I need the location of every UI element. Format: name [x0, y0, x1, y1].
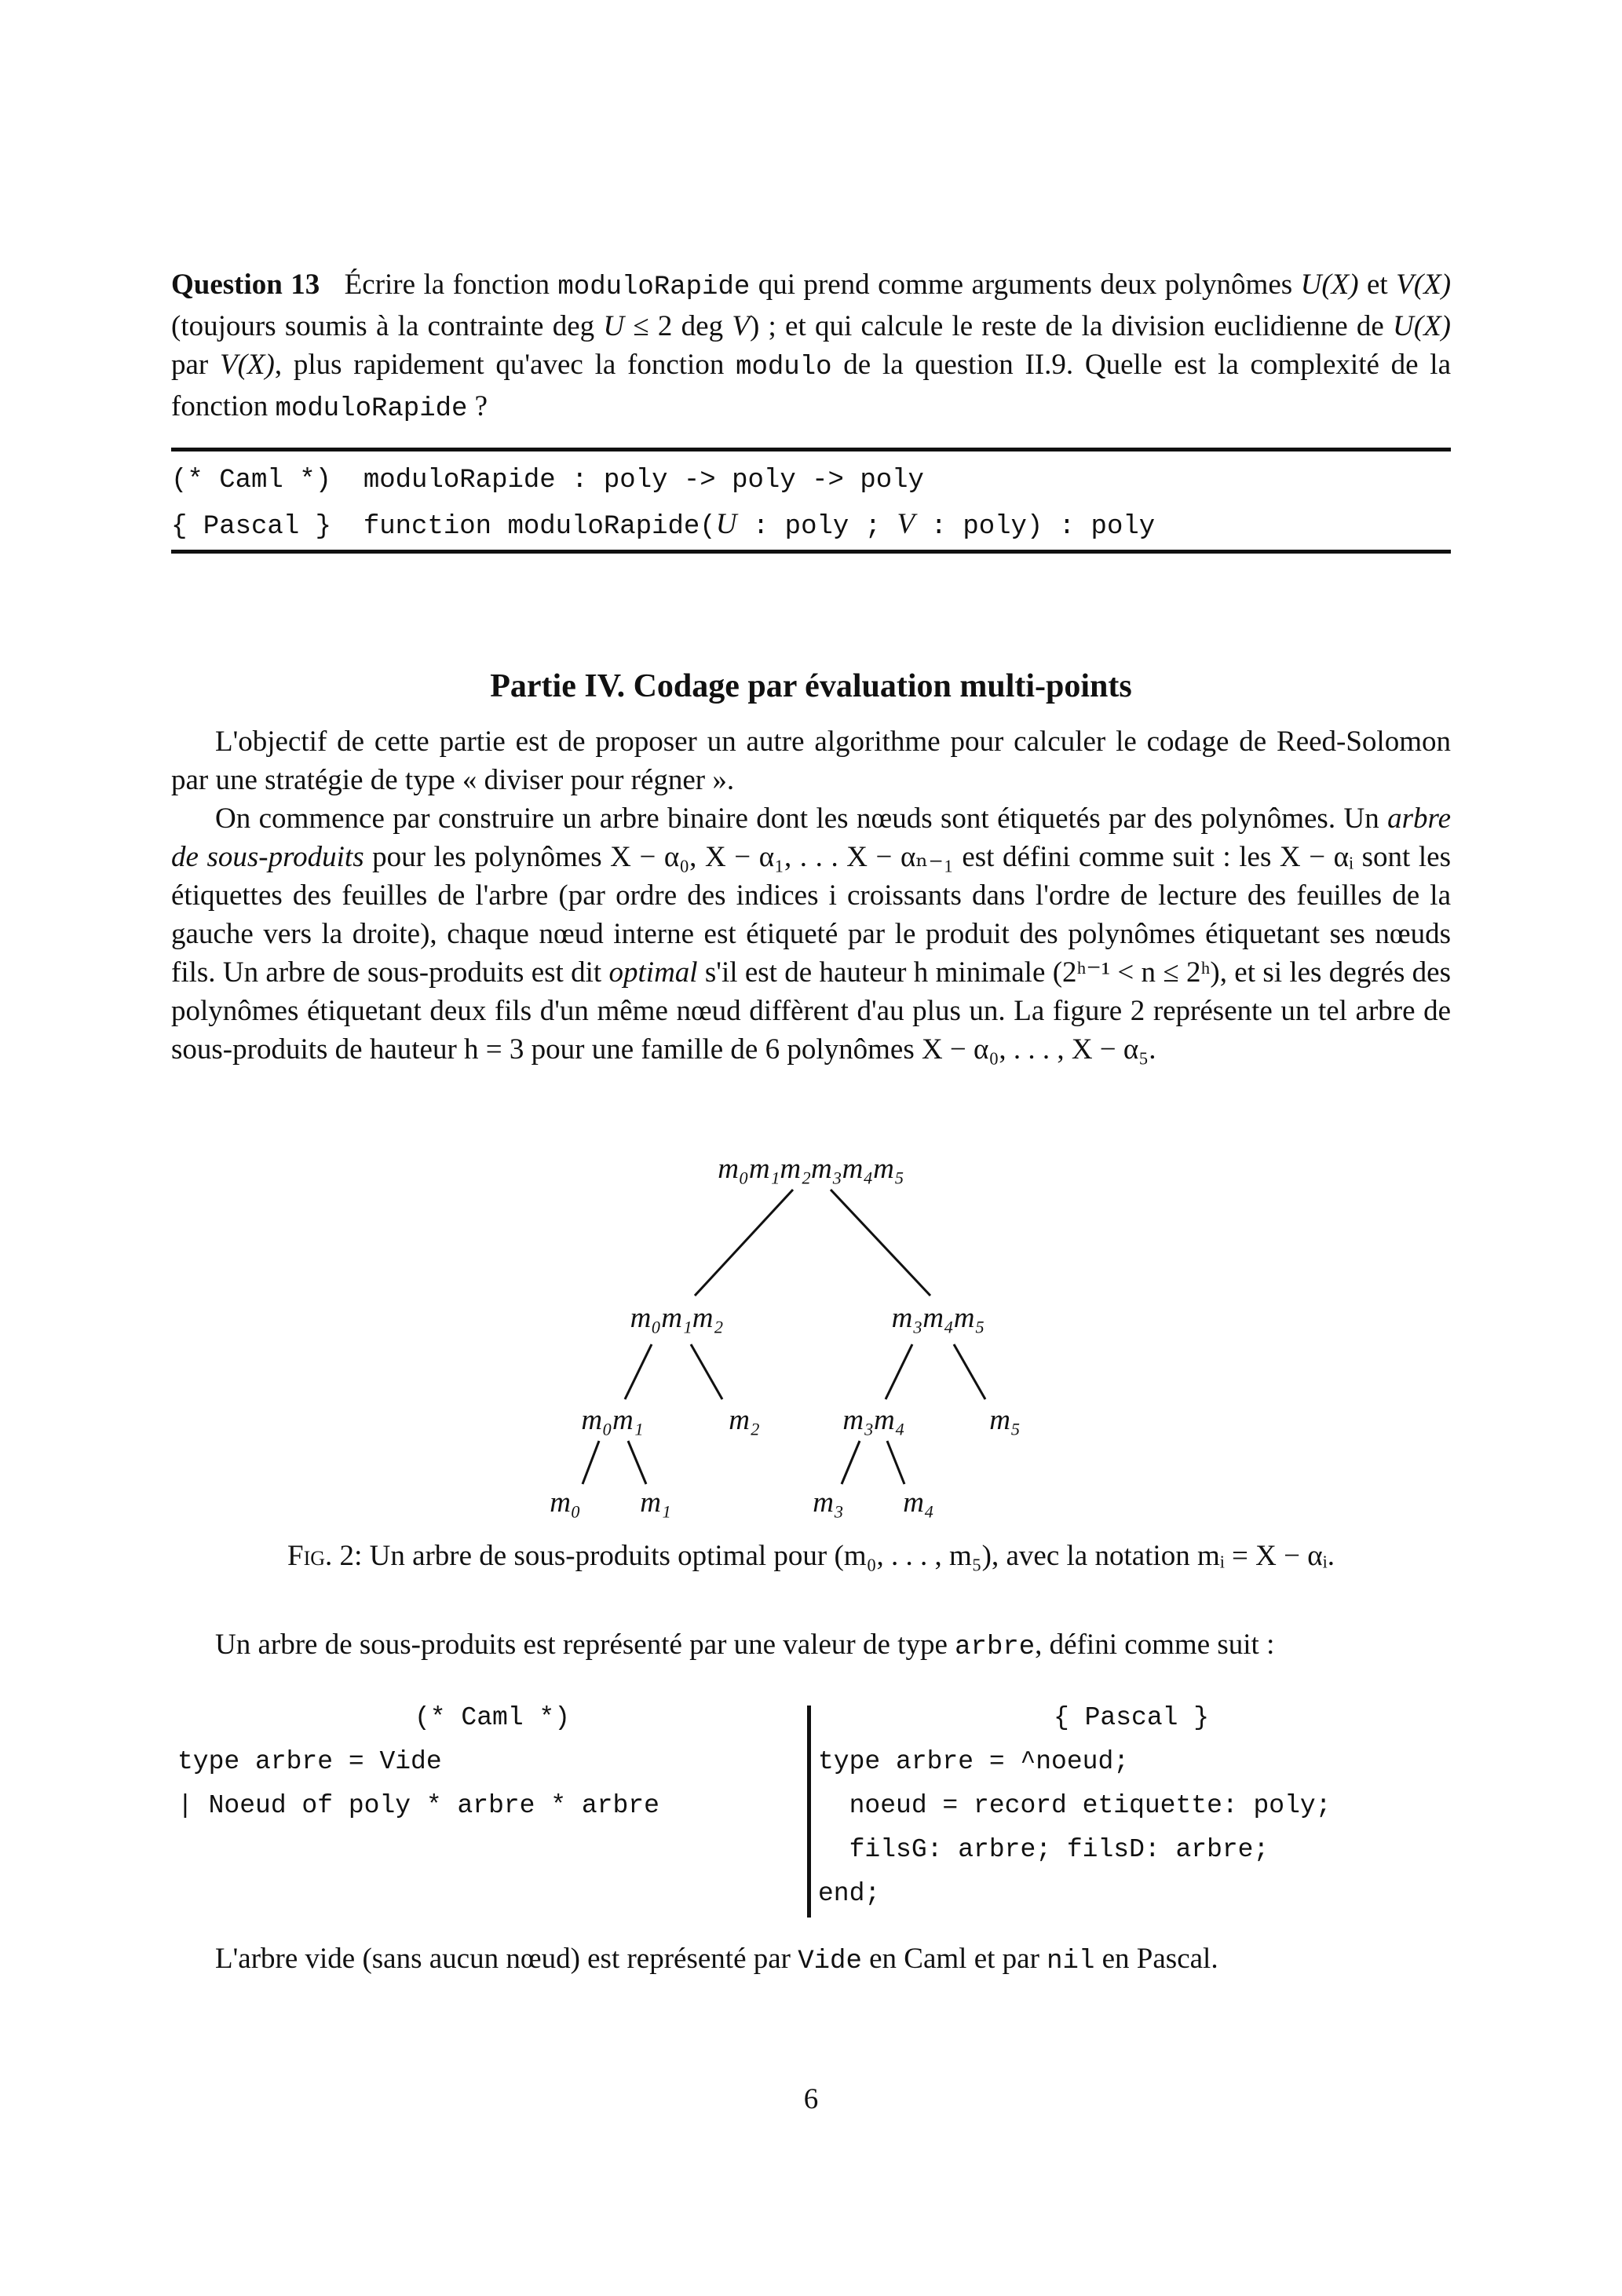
- figure-caption: [171, 1539, 1451, 1573]
- caml-code-line-1: type arbre = Vide: [177, 1747, 442, 1776]
- text: s'il est de hauteur h minimale (2ʰ⁻¹ < n ≤ 2ʰ), et si les degrés des polynômes étiquetant deux fils d'un même nœud diffèrent d'au plus un. La figure 2 représente un tel arbre de sous-produits de hauteur h = 3 pour une famille de 6 polynômes X − α₀, . . . , X − α₅.: [171, 956, 1451, 1066]
- text: en Caml et par: [861, 1943, 1047, 1975]
- text: L'arbre vide (sans aucun nœud) est représenté par: [215, 1943, 798, 1975]
- code-divider: [807, 1706, 811, 1918]
- text: , défini comme suit :: [1035, 1629, 1275, 1661]
- node-left: m₀m₁m₂: [630, 1302, 724, 1334]
- edge-ll-llr: [628, 1441, 646, 1484]
- text: On commence par construire un arbre binaire dont les nœuds sont étiquetés par des polynômes. Un: [215, 803, 1388, 835]
- text: pour les polynômes X − α₀, X − α₁, . . . X − αₙ₋₁ est défini comme suit : les X − αᵢ sont les étiquettes des feuilles de l'arbre (par ordre des indices i croissants dans l'ordre de lecture des feuilles de la gauche vers la droite), chaque nœud interne est étiqueté par le produit des polynômes étiquetant ses nœuds fils. Un arbre de sous-produits est dit: [171, 841, 1451, 989]
- pascal-code-line-3: filsG: arbre; filsD: arbre;: [818, 1835, 1269, 1864]
- edge-left-ll: [625, 1344, 652, 1399]
- node-rr: m₅: [989, 1404, 1021, 1436]
- caml-signature: (* Caml *) moduloRapide : poly -> poly -> poly: [171, 466, 924, 495]
- text: , plus rapidement qu'avec la fonction: [274, 349, 736, 381]
- node-right: m₃m₄m₅: [891, 1302, 985, 1334]
- text: qui prend comme arguments deux polynômes: [750, 269, 1301, 301]
- text: ≤ 2 deg: [624, 310, 732, 342]
- tree-edges: [583, 1190, 985, 1484]
- text: ) ; et qui calcule le reste de la division euclidienne de: [749, 310, 1394, 342]
- code-moduloRapide: moduloRapide: [275, 394, 468, 424]
- caption-label: Fig. 2: [287, 1540, 355, 1572]
- text: : poly) : poly: [915, 512, 1156, 542]
- emphasis-term: optimal: [608, 956, 698, 989]
- node-ll: m₀m₁: [581, 1404, 644, 1436]
- text: : poly ;: [736, 512, 897, 542]
- math-UX: U(X): [1300, 269, 1359, 301]
- node-llr: m₁: [640, 1486, 671, 1519]
- edge-ll-lll: [583, 1441, 599, 1484]
- node-rlr: m₄: [903, 1486, 934, 1519]
- edge-root-left: [695, 1190, 793, 1296]
- node-lr: m₂: [729, 1404, 760, 1436]
- math-VX: V(X): [1396, 269, 1452, 301]
- pascal-code-header: { Pascal }: [1054, 1703, 1210, 1732]
- edge-rl-rlr: [887, 1441, 904, 1484]
- section-title: Partie IV. Codage par évaluation multi-points: [490, 668, 1132, 704]
- text: (toujours soumis à la contrainte deg: [171, 310, 604, 342]
- math-VX: V(X): [219, 349, 275, 381]
- text: Écrire la fonction: [344, 269, 558, 301]
- empty-tree-paragraph: [171, 1940, 1451, 1981]
- text: ?: [467, 390, 488, 422]
- edge-rl-rll: [842, 1441, 860, 1484]
- math-U: U: [715, 508, 737, 540]
- math-V: V: [897, 508, 915, 540]
- page-number: 6: [803, 2083, 819, 2115]
- text: en Pascal.: [1094, 1943, 1218, 1975]
- caml-code-header: (* Caml *): [415, 1703, 571, 1732]
- math-UX: U(X): [1393, 310, 1451, 342]
- caml-code-line-2: | Noeud of poly * arbre * arbre: [177, 1791, 659, 1820]
- pascal-code-line-1: type arbre = ^noeud;: [818, 1747, 1130, 1776]
- node-rll: m₃: [813, 1486, 844, 1519]
- node-rl: m₃m₄: [842, 1404, 905, 1436]
- intro-paragraph: L'objectif de cette partie est de proposer un autre algorithme pour calculer le codage de Reed-Solomon par une stratégie de type « diviser pour régner ».: [171, 726, 1451, 796]
- emphasis-term: arbre de sous-produits: [171, 803, 1451, 873]
- text: et: [1358, 269, 1397, 301]
- pascal-code-line-2: noeud = record etiquette: poly;: [818, 1791, 1332, 1820]
- text: { Pascal } function moduloRapide(: [171, 512, 716, 542]
- edge-left-lr: [691, 1344, 722, 1399]
- text: par: [171, 349, 220, 381]
- edge-right-rl: [886, 1344, 912, 1399]
- node-root: m₀m₁m₂m₃m₄m₅: [718, 1153, 904, 1185]
- edge-root-right: [831, 1190, 930, 1296]
- text: Un arbre de sous-produits est représenté par une valeur de type: [215, 1629, 955, 1661]
- type-intro-paragraph: [171, 1625, 1451, 1667]
- code-modulo: modulo: [736, 353, 832, 382]
- text: de la question II.9. Quelle est la complexité de la fonction: [171, 349, 1452, 422]
- code-arbre: arbre: [955, 1632, 1036, 1662]
- question-label: Question 13: [171, 269, 320, 301]
- code-Vide: Vide: [798, 1947, 862, 1976]
- code-moduloRapide: moduloRapide: [557, 272, 751, 302]
- math-U: U: [603, 310, 625, 342]
- caption-text: : Un arbre de sous-produits optimal pour (m₀, . . . , m₅), avec la notation mᵢ = X − αᵢ.: [354, 1540, 1335, 1572]
- node-lll: m₀: [550, 1486, 581, 1519]
- code-nil: nil: [1047, 1947, 1095, 1976]
- pascal-code-line-4: end;: [818, 1879, 881, 1908]
- edge-right-rr: [954, 1344, 985, 1399]
- math-V: V: [732, 310, 750, 342]
